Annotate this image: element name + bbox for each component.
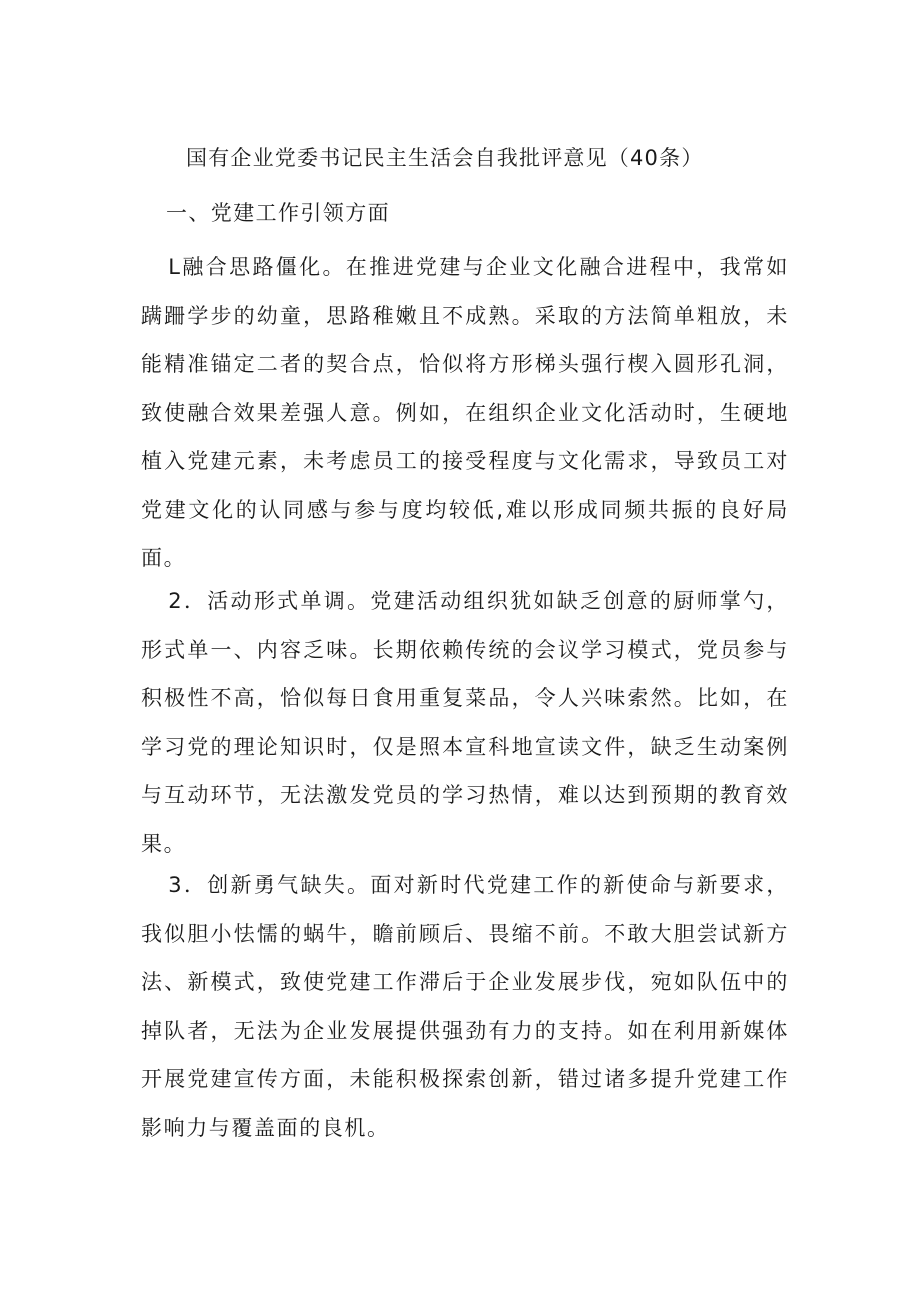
paragraph-2: 2．活动形式单调。党建活动组织犹如缺乏创意的厨师掌勺，形式单一、内容乏味。长期依赖传统的会议学习模式，党员参与积极性不高，恰似每日食用重复菜品，令人兴味索然。比如，在学习党的理论知识时，仅是照本宣科地宣读文件，缺乏生动案例与互动环节，无法激发党员的学习热情，难以达到预期的教育效果。 (141, 589, 789, 856)
paragraph-1: L融合思路僵化。在推进党建与企业文化融合进程中，我常如蹒跚学步的幼童，思路稚嫩且不成熟。采取的方法简单粗放，未能精准锚定二者的契合点，恰似将方形梯头强行楔入圆形孔洞，致使融合效果差强人意。例如，在组织企业文化活动时，生硬地植入党建元素，未考虑员工的接受程度与文化需求，导致员工对党建文化的认同感与参与度均较低,难以形成同频共振的良好局面。 (141, 255, 789, 570)
document-title: 国有企业党委书记民主生活会自我批评意见（40条） (186, 146, 704, 170)
paragraph-3: 3．创新勇气缺失。面对新时代党建工作的新使命与新要求，我似胆小怯懦的蜗牛，瞻前顾后、畏缩不前。不敢大胆尝试新方法、新模式，致使党建工作滞后于企业发展步伐，宛如队伍中的掉队者，无法为企业发展提供强劲有力的支持。如在利用新媒体开展党建宣传方面，未能积极探索创新，错过诸多提升党建工作影响力与覆盖面的良机。 (141, 873, 789, 1140)
section-heading: 一、党建工作引领方面 (166, 201, 390, 225)
